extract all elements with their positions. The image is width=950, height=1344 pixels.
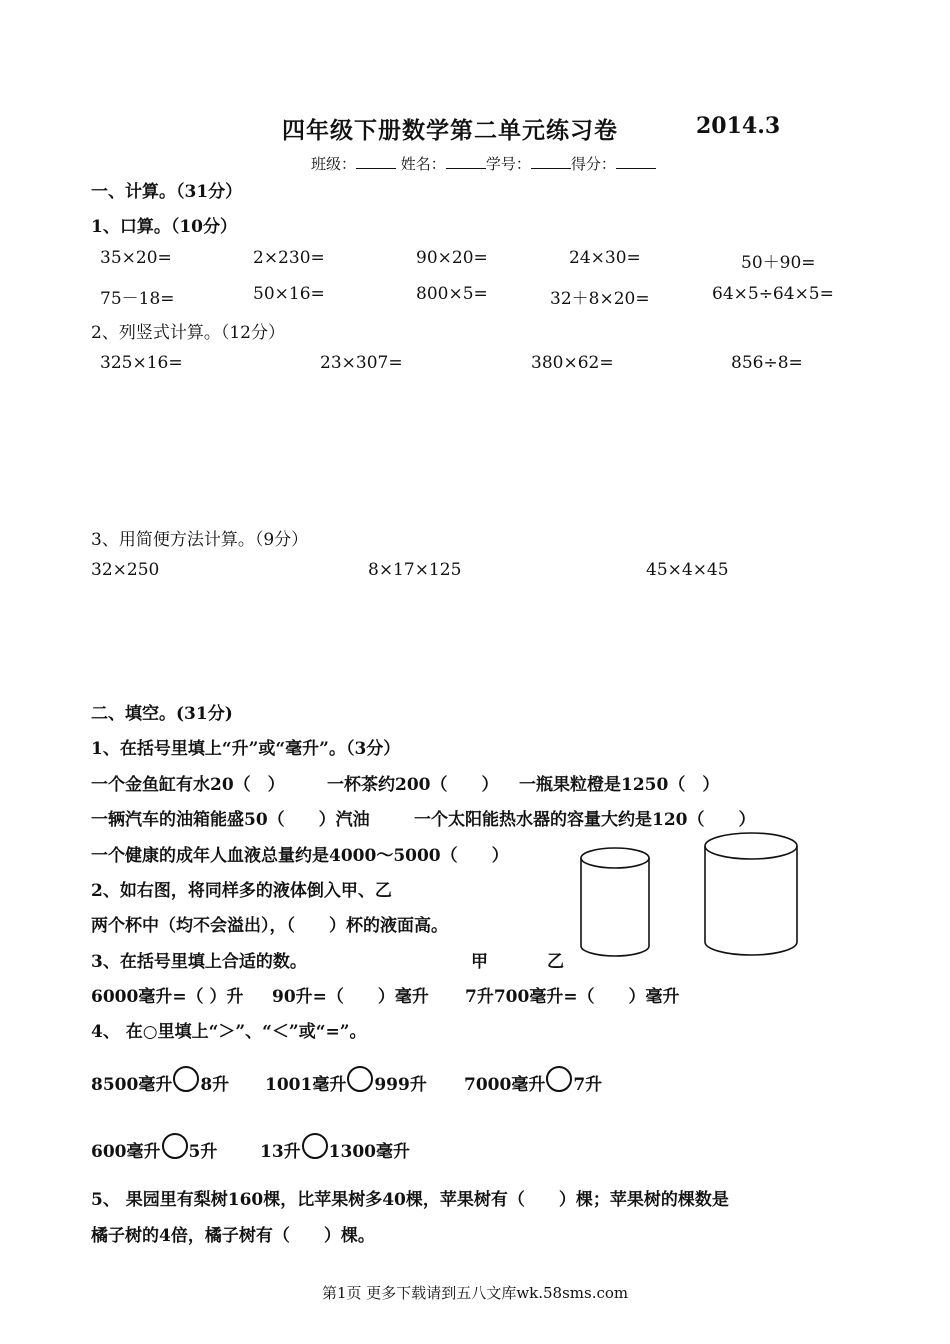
unit-fill-item: 一瓶果粒橙是1250（ ）: [519, 775, 720, 795]
compare-circle[interactable]: [546, 1066, 572, 1092]
compare-right: 5升: [188, 1142, 218, 1162]
oral-calc-item: 64×5÷64×5=: [712, 284, 834, 304]
oral-calc-item: 90×20=: [416, 248, 488, 268]
number-blank[interactable]: [531, 154, 571, 169]
vertical-calc-item: 23×307=: [320, 353, 403, 373]
section-2-heading: 二、填空。(31分): [91, 704, 233, 724]
cup-b-label: 乙: [547, 952, 564, 972]
compare-circle[interactable]: [173, 1066, 199, 1092]
oral-calc-item: 800×5=: [416, 284, 488, 304]
cup-a-label: 甲: [471, 952, 488, 972]
cup-a-shape: [581, 848, 649, 956]
compare-right: 999升: [374, 1075, 427, 1095]
fill-question-1-heading: 1、在括号里填上“升”或“毫升”。（3分）: [91, 739, 401, 759]
compare-left: 1001毫升: [265, 1075, 347, 1095]
page-date: 2014.3: [696, 113, 781, 139]
compare-left: 600毫升: [91, 1142, 161, 1162]
unit-fill-item: 一杯茶约200（ ）: [327, 775, 499, 795]
vertical-calc-item: 380×62=: [531, 353, 614, 373]
simplified-calc-item: 8×17×125: [368, 560, 462, 580]
fill-question-5-line-1: 5、 果园里有梨树160棵，比苹果树多40棵，苹果树有（ ）棵；苹果树的棵数是: [91, 1190, 729, 1210]
oral-calc-item: 24×30=: [569, 248, 641, 268]
compare-item: [265, 1066, 427, 1095]
section-1-heading: 一、计算。（31分）: [91, 182, 243, 202]
unit-fill-item: 一个金鱼缸有水20（ ）: [91, 775, 285, 795]
compare-item: [464, 1066, 602, 1095]
name-blank[interactable]: [446, 154, 486, 169]
name-label: 姓名：: [400, 155, 446, 173]
conversion-item: 7升700毫升=（ ）毫升: [465, 987, 680, 1007]
vertical-calc-item: 325×16=: [100, 353, 183, 373]
score-blank[interactable]: [616, 154, 656, 169]
page-footer: 第1页 更多下载请到五八文库wk.58sms.com: [322, 1284, 629, 1302]
fill-question-5-line-2: 橘子树的4倍，橘子树有（ ）棵。: [91, 1226, 375, 1246]
compare-right: 7升: [573, 1075, 603, 1095]
class-blank[interactable]: [356, 154, 396, 169]
compare-right: 8升: [200, 1075, 230, 1095]
question-1-heading: 1、口算。（10分）: [91, 217, 237, 237]
compare-circle[interactable]: [302, 1133, 328, 1159]
unit-fill-item: 一辆汽车的油箱能盛50（ ）汽油: [91, 810, 370, 830]
cup-question-line-2: 两个杯中（均不会溢出），（ ）杯的液面高。: [91, 916, 448, 936]
compare-item: [91, 1133, 217, 1162]
compare-circle[interactable]: [162, 1133, 188, 1159]
cup-b-shape: [705, 833, 797, 955]
compare-left: 7000毫升: [464, 1075, 546, 1095]
student-info-line: [311, 153, 656, 174]
number-label: 学号：: [485, 155, 531, 173]
score-label: 得分：: [570, 155, 616, 173]
simplified-calc-item: 32×250: [91, 560, 160, 580]
question-3-heading: 3、用简便方法计算。（9分）: [91, 530, 309, 550]
cup-question-line-1: 2、如右图，将同样多的液体倒入甲、乙: [91, 881, 392, 901]
conversion-item: 90升=（ ）毫升: [272, 987, 429, 1007]
question-2-heading: 2、列竖式计算。（12分）: [91, 323, 285, 343]
compare-right: 1300毫升: [328, 1142, 410, 1162]
compare-circle[interactable]: [347, 1066, 373, 1092]
oral-calc-item: 50×16=: [253, 284, 325, 304]
compare-item: [91, 1066, 229, 1095]
cups-figure: [575, 828, 805, 963]
unit-fill-item: 一个太阳能热水器的容量大约是120（ ）: [414, 810, 756, 830]
oral-calc-item: 50＋90=: [741, 253, 816, 273]
conversion-item: 6000毫升=（ ）升: [91, 987, 244, 1007]
compare-left: 13升: [260, 1142, 301, 1162]
oral-calc-item: 32＋8×20=: [550, 289, 650, 309]
compare-left: 8500毫升: [91, 1075, 173, 1095]
compare-item: [260, 1133, 410, 1162]
unit-fill-item: 一个健康的成年人血液总量约是4000～5000（ ）: [91, 846, 509, 866]
oral-calc-item: 35×20=: [100, 248, 172, 268]
page-title: 四年级下册数学第二单元练习卷: [282, 117, 618, 144]
vertical-calc-item: 856÷8=: [731, 353, 803, 373]
class-label: 班级：: [311, 155, 357, 173]
fill-question-3-heading: 3、在括号里填上合适的数。: [91, 952, 307, 972]
simplified-calc-item: 45×4×45: [646, 560, 729, 580]
fill-question-4-heading: 4、 在○里填上“＞”、“＜”或“=”。: [91, 1022, 367, 1042]
oral-calc-item: 75－18=: [100, 289, 175, 309]
oral-calc-item: 2×230=: [253, 248, 325, 268]
